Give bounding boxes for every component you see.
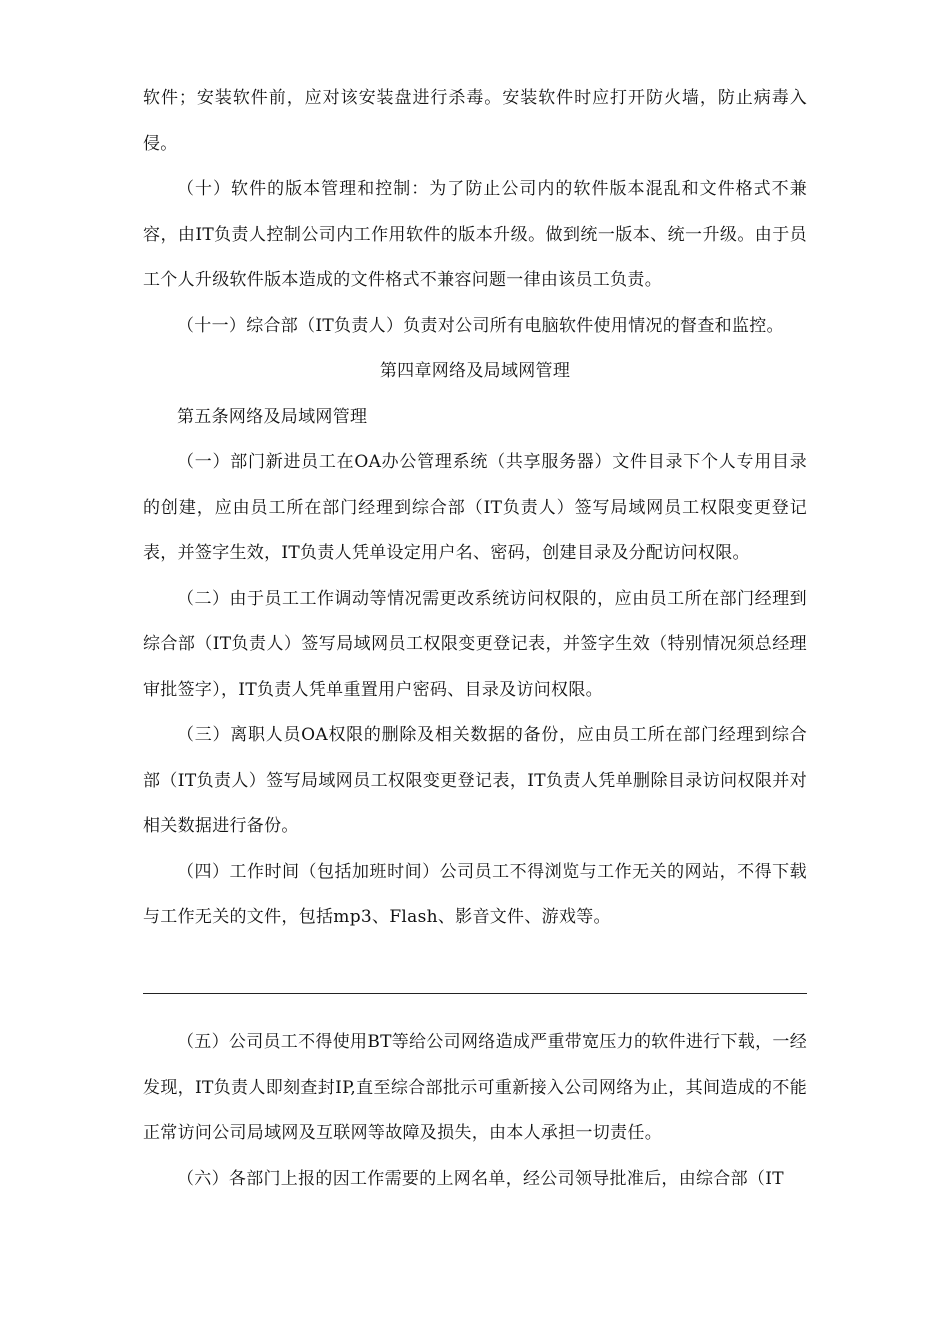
paragraph-item-3: （三）离职人员OA权限的删除及相关数据的备份，应由员工所在部门经理到综合部（IT负责人）签写局域网员工权限变更登记表，IT负责人凭单删除目录访问权限并对相关数据进行备份。 bbox=[143, 725, 807, 836]
article-heading: 第五条网络及局域网管理 bbox=[177, 406, 368, 427]
paragraph-item-1: （一）部门新进员工在OA办公管理系统（共享服务器）文件目录下个人专用目录的创建，应由员工所在部门经理到综合部（IT负责人）签写局域网员工权限变更登记表，并签字生效，IT负责人凭单设定用户名、密码，创建目录及分配访问权限。 bbox=[143, 452, 807, 563]
paragraph-item-10: （十）软件的版本管理和控制：为了防止公司内的软件版本混乱和文件格式不兼容，由IT负责人控制公司内工作用软件的版本升级。做到统一版本、统一升级。由于员工个人升级软件版本造成的文件格式不兼容问题一律由该员工负责。 bbox=[143, 179, 807, 290]
document-page-2 bbox=[143, 1020, 807, 1202]
page-divider bbox=[143, 993, 807, 994]
paragraph-item-4: （四）工作时间（包括加班时间）公司员工不得浏览与工作无关的网站，不得下载与工作无关的文件，包括mp3、Flash、影音文件、游戏等。 bbox=[143, 861, 807, 927]
paragraph-item-6: （六）各部门上报的因工作需要的上网名单，经公司领导批准后，由综合部（IT bbox=[177, 1168, 784, 1189]
paragraph-continuation: 软件；安装软件前，应对该安装盘进行杀毒。安装软件时应打开防火墙，防止病毒入侵。 bbox=[143, 88, 807, 154]
document-page-1 bbox=[143, 76, 807, 941]
paragraph-item-5: （五）公司员工不得使用BT等给公司网络造成严重带宽压力的软件进行下载，一经发现，IT负责人即刻查封IP,直至综合部批示可重新接入公司网络为止，其间造成的不能正常访问公司局域网及互联网等故障及损失，由本人承担一切责任。 bbox=[143, 1032, 807, 1143]
paragraph-item-2: （二）由于员工工作调动等情况需更改系统访问权限的，应由员工所在部门经理到综合部（IT负责人）签写局域网员工权限变更登记表，并签字生效（特别情况须总经理审批签字），IT负责人凭单重置用户密码、目录及访问权限。 bbox=[143, 588, 807, 700]
chapter-heading: 第四章网络及局域网管理 bbox=[379, 361, 571, 381]
paragraph-item-11: （十一）综合部（IT负责人）负责对公司所有电脑软件使用情况的督查和监控。 bbox=[177, 315, 784, 336]
